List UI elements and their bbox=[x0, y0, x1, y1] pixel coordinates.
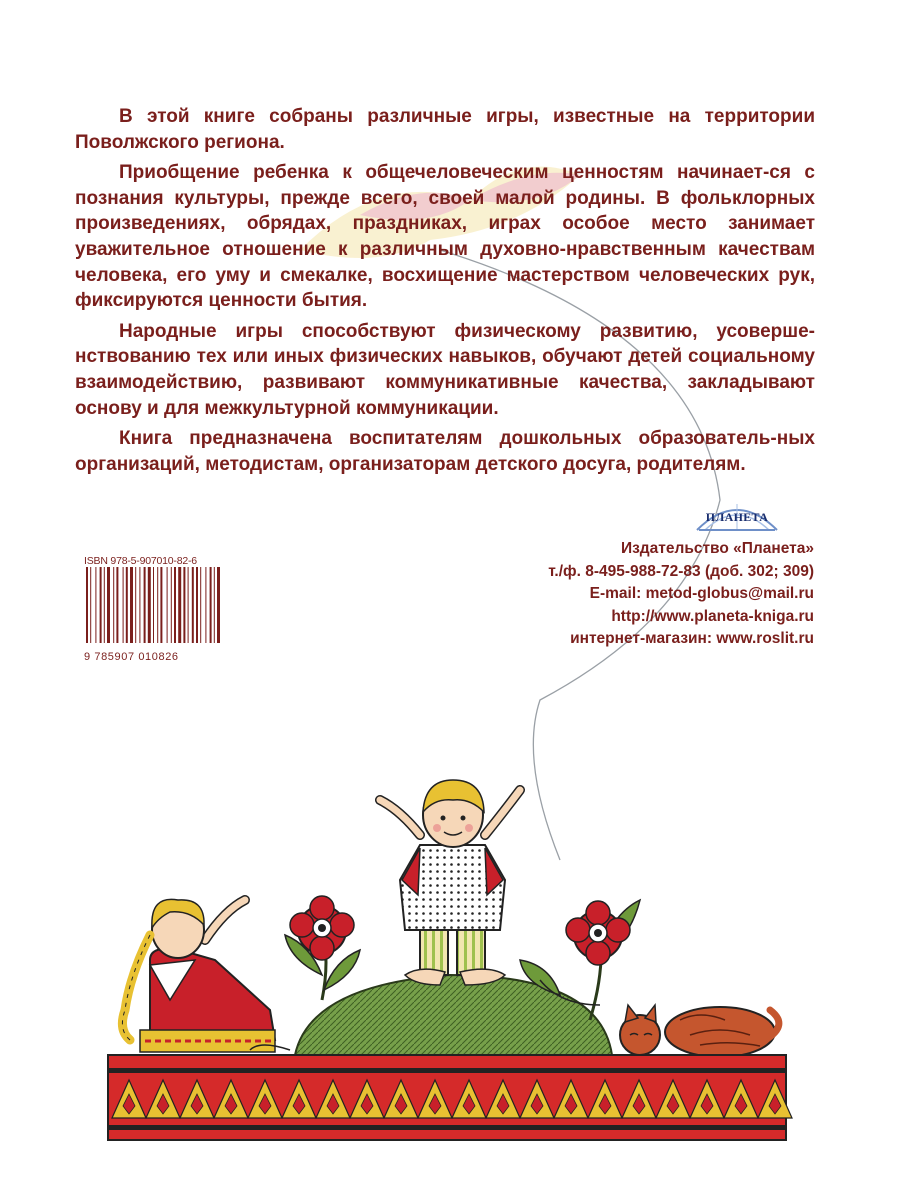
isbn-number: ISBN 978-5-907010-82-6 bbox=[84, 555, 197, 567]
publisher-website[interactable]: http://www.planeta-kniga.ru bbox=[611, 607, 814, 625]
paragraph-3: Народные игры способствуют физическому развитию, усоверше-нствованию тех или иных физических навыков, обучают детей социальному взаимодействию, развивают коммуникативные качества, закладывают основу и для межкультурной коммуникации. bbox=[75, 320, 815, 419]
publisher-phone: т./ф. 8-495-988-72-83 (доб. 302; 309) bbox=[548, 562, 814, 580]
girl-figure bbox=[122, 899, 290, 1052]
logo-label: ПЛАНЕТА bbox=[705, 510, 769, 524]
boy-figure bbox=[380, 780, 520, 985]
paragraph-1: В этой книге собраны различные игры, известные на территории Поволжского региона. bbox=[75, 106, 815, 153]
ornament-border bbox=[108, 1055, 792, 1140]
cat-figure bbox=[620, 1005, 779, 1057]
paragraph-2: Приобщение ребенка к общечеловеческим ценностям начинает-ся с познания культуры, прежде всего, своей малой родины. В фольклорных произведениях, обрядах, праздниках, играх особое место занимает уважительное отношение к различным духовно-нравственным качествам человека, его уму и смекалке, восхищение мастерством человеческих рук, фиксируются ценности бытия. bbox=[75, 162, 815, 312]
publisher-email[interactable]: E-mail: metod-globus@mail.ru bbox=[589, 585, 814, 603]
publisher-name: Издательство «Планета» bbox=[620, 540, 814, 557]
paragraph-4: Книга предназначена воспитателям дошкольных образователь-ных организаций, методистам, организаторам детского досуга, родителям. bbox=[75, 428, 815, 475]
barcode-digits: 9 785907 010826 bbox=[84, 651, 179, 663]
green-hill bbox=[295, 975, 612, 1055]
publisher-shop[interactable]: интернет-магазин: www.roslit.ru bbox=[570, 630, 814, 648]
left-flower bbox=[285, 896, 360, 1000]
